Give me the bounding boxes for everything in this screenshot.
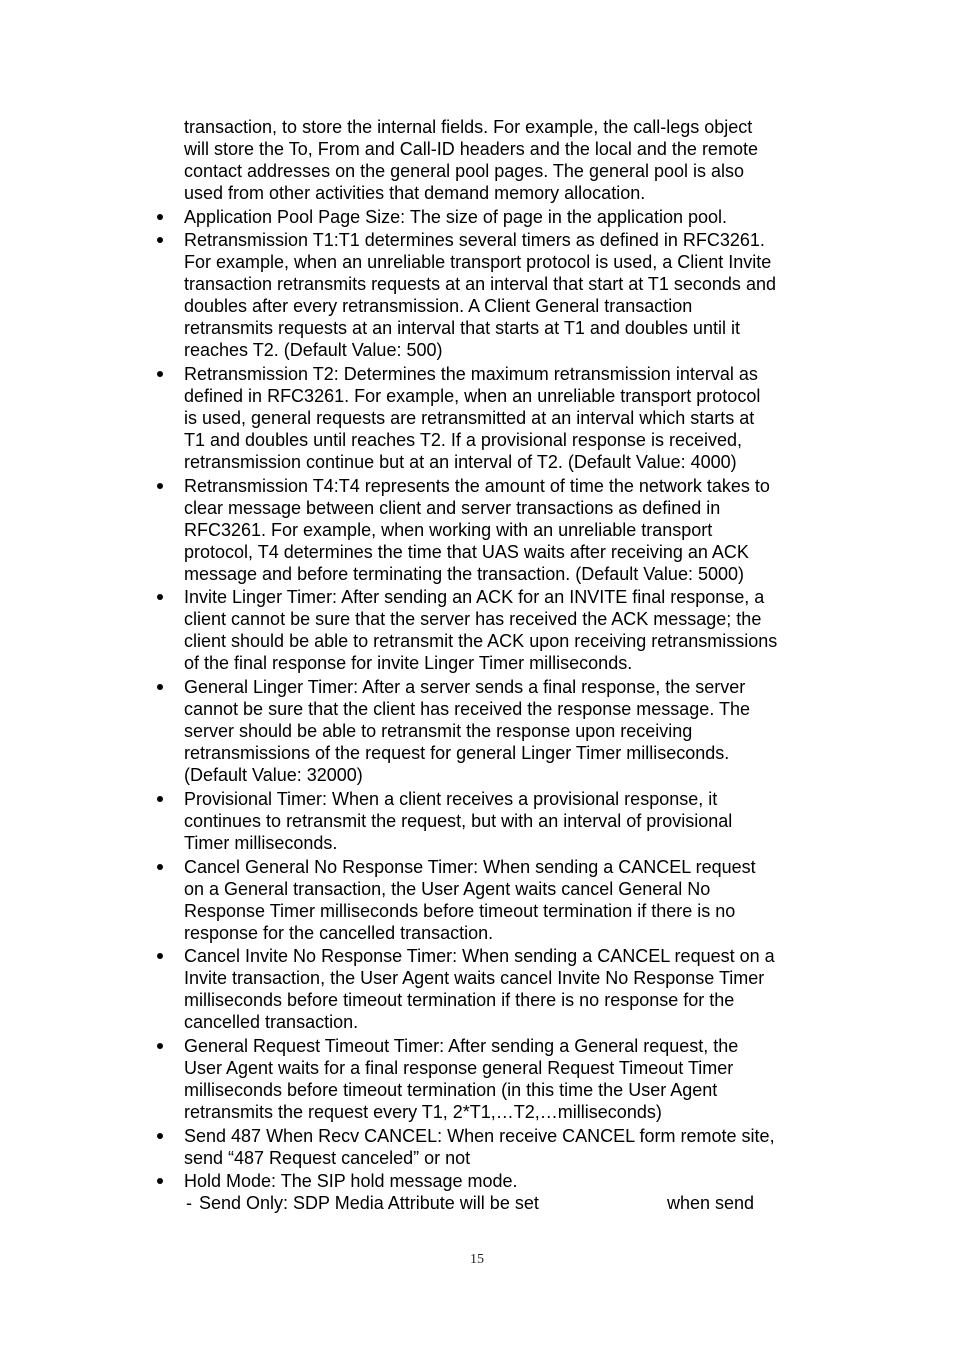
- text-line: Cancel General No Response Timer: When sending a CANCEL request: [184, 856, 756, 877]
- text-line: Response Timer milliseconds before timeout termination if there is no: [184, 900, 736, 921]
- text-line: General Linger Timer: After a server sends a final response, the server: [184, 677, 746, 698]
- text-line: Hold Mode: The SIP hold message mode.: [184, 1171, 518, 1192]
- text-line: defined in RFC3261. For example, when an unreliable transport protocol: [184, 386, 761, 407]
- text-line: send “487 Request canceled” or not: [184, 1147, 471, 1168]
- bullet-item-cancel-invite-no-response-timer: [184, 945, 864, 1033]
- text-line: client cannot be sure that the server has received the ACK message; the: [184, 609, 762, 630]
- bullet-icon: [157, 1133, 163, 1139]
- text-line: Provisional Timer: When a client receives a provisional response, it: [184, 788, 718, 809]
- text-line: protocol, T4 determines the time that UAS waits after receiving an ACK: [184, 541, 749, 562]
- bullet-item-general-request-timeout-timer: [184, 1035, 864, 1123]
- sub-item-send-only: [184, 1192, 864, 1214]
- text-line: server should be able to retransmit the response upon receiving: [184, 721, 693, 742]
- text-line: on a General transaction, the User Agent waits cancel General No: [184, 878, 711, 899]
- text-line: used from other activities that demand memory allocation.: [184, 183, 646, 203]
- text-line: retransmission continue but at an interval of T2. (Default Value: 4000): [184, 452, 737, 473]
- text-line: will store the To, From and Call-ID headers and the local and the remote: [184, 139, 758, 159]
- bullet-icon: [157, 796, 163, 802]
- text-line: Send 487 When Recv CANCEL: When receive CANCEL form remote site,: [184, 1125, 775, 1146]
- text-line: Retransmission T4:T4 represents the amount of time the network takes to: [184, 475, 770, 496]
- page-body: [184, 116, 864, 1214]
- bullet-icon: [157, 237, 163, 243]
- text-line: cancelled transaction.: [184, 1012, 359, 1033]
- text-line: retransmits the request every T1, 2*T1,…T2,…milliseconds): [184, 1101, 662, 1122]
- bullet-item-hold-mode: [184, 1170, 864, 1214]
- sub-item-text: Send Only: SDP Media Attribute will be set: [199, 1193, 539, 1214]
- bullet-item-general-linger-timer: [184, 676, 864, 786]
- text-line: clear message between client and server transactions as defined in: [184, 497, 721, 518]
- sub-item-text-after-gap: when send: [667, 1193, 755, 1214]
- text-line: Invite Linger Timer: After sending an ACK for an INVITE final response, a: [184, 587, 765, 608]
- text-line: transaction retransmits requests at an interval that start at T1 seconds and: [184, 274, 776, 295]
- text-line: retransmits requests at an interval that starts at T1 and doubles until it: [184, 318, 740, 339]
- text-line: retransmissions of the request for general Linger Timer milliseconds.: [184, 743, 730, 764]
- bullet-item-cancel-general-no-response-timer: [184, 856, 864, 944]
- bullet-icon: [157, 371, 163, 377]
- bullet-icon: [157, 214, 163, 220]
- bullet-item-retransmission-t4: [184, 475, 864, 585]
- text-line: doubles after every retransmission. A Client General transaction: [184, 296, 693, 317]
- text-line: contact addresses on the general pool pages. The general pool is also: [184, 161, 745, 181]
- text-line: User Agent waits for a final response general Request Timeout Timer: [184, 1057, 734, 1078]
- bullet-icon: [157, 483, 163, 489]
- bullet-item-provisional-timer: [184, 788, 864, 854]
- text-line: milliseconds before timeout termination (in this time the User Agent: [184, 1079, 718, 1100]
- bullet-item-retransmission-t2: [184, 363, 864, 473]
- text-line: Invite transaction, the User Agent waits cancel Invite No Response Timer: [184, 968, 765, 989]
- text-line: Retransmission T1:T1 determines several timers as defined in RFC3261.: [184, 230, 765, 251]
- text-line: cannot be sure that the client has received the response message. The: [184, 699, 751, 720]
- text-line: is used, general requests are retransmitted at an interval which starts at: [184, 408, 755, 429]
- text-line: client should be able to retransmit the ACK upon receiving retransmissions: [184, 631, 778, 652]
- text-line: For example, when an unreliable transport protocol is used, a Client Invite: [184, 252, 772, 273]
- dash-marker: -: [186, 1193, 192, 1214]
- bullet-icon: [157, 1043, 163, 1049]
- bullet-item-send-487-when-recv-cancel: [184, 1125, 864, 1169]
- bullet-icon: [157, 594, 163, 600]
- text-line: General Request Timeout Timer: After sending a General request, the: [184, 1035, 739, 1056]
- text-line: milliseconds before timeout termination if there is no response for the: [184, 990, 735, 1011]
- text-line: Retransmission T2: Determines the maximum retransmission interval as: [184, 364, 758, 385]
- continuation-paragraph: [184, 116, 864, 204]
- text-line: reaches T2. (Default Value: 500): [184, 340, 443, 361]
- text-line: continues to retransmit the request, but with an interval of provisional: [184, 810, 733, 831]
- text-line: Cancel Invite No Response Timer: When sending a CANCEL request on a: [184, 946, 775, 967]
- page-number: 15: [470, 1252, 484, 1267]
- text-line: Timer milliseconds.: [184, 832, 338, 853]
- text-line: response for the cancelled transaction.: [184, 922, 494, 943]
- text-line: transaction, to store the internal fields. For example, the call-legs object: [184, 117, 753, 137]
- bullet-item-retransmission-t1: [184, 229, 864, 361]
- text-line: message and before terminating the transaction. (Default Value: 5000): [184, 563, 744, 584]
- text-line: Application Pool Page Size: The size of page in the application pool.: [184, 206, 728, 227]
- bullet-icon: [157, 953, 163, 959]
- bullet-icon: [157, 684, 163, 690]
- text-line: RFC3261. For example, when working with an unreliable transport: [184, 519, 713, 540]
- bullet-item-invite-linger-timer: [184, 586, 864, 674]
- text-line: T1 and doubles until reaches T2. If a provisional response is received,: [184, 430, 742, 451]
- text-line: of the final response for invite Linger Timer milliseconds.: [184, 653, 633, 674]
- bullet-icon: [157, 864, 163, 870]
- bullet-icon: [157, 1178, 163, 1184]
- text-line: (Default Value: 32000): [184, 765, 363, 786]
- bullet-item-application-pool-page-size: [184, 206, 864, 228]
